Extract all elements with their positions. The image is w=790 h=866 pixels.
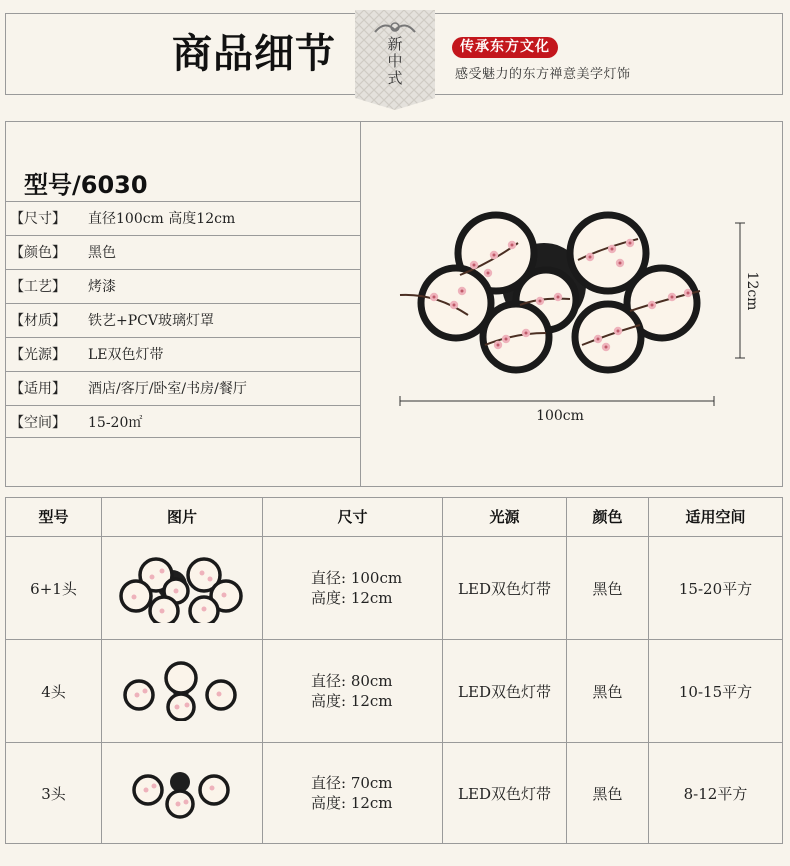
- table-cell-light: LED双色灯带: [458, 682, 551, 701]
- table-cell-size: [263, 640, 442, 742]
- product-image: [390, 205, 770, 435]
- spec-value: LE双色灯带: [88, 347, 164, 363]
- spec-key: 【空间】: [10, 414, 66, 431]
- table-cell-light: LED双色灯带: [458, 784, 551, 803]
- table-cell-model: 4头: [41, 682, 66, 701]
- spec-value: 15-20㎡: [88, 414, 143, 431]
- spec-value: 直径100cm 高度12cm: [88, 211, 236, 227]
- height-dimension-label: 12cm: [744, 271, 760, 311]
- spec-row-material: [6, 303, 360, 336]
- size-height: 高度: 12cm: [311, 794, 393, 812]
- table-cell-color: 黑色: [592, 784, 623, 803]
- table-cell-space: 10-15平方: [678, 682, 753, 701]
- spec-key: 【适用】: [10, 381, 66, 397]
- page-title: 商品细节: [172, 30, 336, 77]
- table-cell-size: [263, 537, 442, 639]
- width-dimension-label: 100cm: [536, 408, 584, 424]
- size-diameter: 直径: 70cm: [311, 774, 393, 792]
- spec-key: 【尺寸】: [10, 211, 66, 227]
- panel-divider: [360, 122, 361, 486]
- size-diameter: 直径: 100cm: [311, 569, 403, 587]
- size-diameter: 直径: 80cm: [311, 672, 393, 690]
- seal-char: 中: [387, 52, 403, 70]
- column-header: 适用空间: [685, 508, 746, 526]
- table-cell-image: [102, 640, 262, 742]
- style-seal: [349, 10, 441, 112]
- column-header: 颜色: [592, 508, 623, 526]
- table-cell-image: [102, 537, 262, 639]
- column-header: 尺寸: [337, 508, 368, 526]
- spec-value: 酒店/客厅/卧室/书房/餐厅: [88, 381, 247, 397]
- culture-badge: 传承东方文化: [452, 37, 558, 58]
- spec-key: 【光源】: [10, 347, 66, 363]
- spec-key: 【颜色】: [10, 245, 66, 261]
- table-cell-color: 黑色: [592, 579, 623, 598]
- table-cell-space: 15-20平方: [678, 579, 753, 598]
- table-cell-model: 3头: [41, 784, 66, 803]
- lamp-3-thumbnail: [122, 766, 242, 821]
- spec-key: 【工艺】: [10, 279, 66, 295]
- lamp-6-plus-1-thumbnail: [112, 553, 252, 623]
- spec-value: 黑色: [88, 245, 116, 261]
- spec-row-light: [6, 337, 360, 370]
- spec-row-color: [6, 235, 360, 268]
- column-header: 图片: [166, 508, 197, 526]
- spec-value: 烤漆: [88, 279, 116, 295]
- table-cell-image: [102, 743, 262, 843]
- model-title: 型号/6030: [24, 171, 148, 199]
- spec-value: 铁艺+PCV玻璃灯罩: [88, 313, 214, 329]
- height-dimension-line: [735, 223, 745, 358]
- seal-text: [349, 36, 441, 87]
- width-dimension-line: [400, 396, 714, 406]
- model-table: [5, 497, 783, 844]
- seal-char: 新: [387, 35, 403, 53]
- seal-char: 式: [387, 69, 403, 87]
- size-height: 高度: 12cm: [311, 692, 393, 710]
- table-cell-model: 6+1头: [30, 579, 77, 598]
- table-cell-size: [263, 743, 442, 843]
- spec-key: 【材质】: [10, 313, 66, 329]
- culture-subtitle: 感受魅力的东方禅意美学灯饰: [455, 67, 631, 82]
- column-header: 光源: [489, 508, 520, 526]
- page-header: [5, 13, 783, 95]
- spec-row-size: [6, 201, 360, 234]
- column-header: 型号: [38, 508, 69, 526]
- spec-row-craft: [6, 269, 360, 302]
- table-cell-color: 黑色: [592, 682, 623, 701]
- table-cell-space: 8-12平方: [683, 784, 748, 803]
- spec-row-usage: [6, 371, 360, 404]
- size-height: 高度: 12cm: [311, 589, 393, 607]
- table-cell-light: LED双色灯带: [458, 579, 551, 598]
- lamp-4-thumbnail: [117, 661, 247, 721]
- spec-row-space: [6, 405, 360, 438]
